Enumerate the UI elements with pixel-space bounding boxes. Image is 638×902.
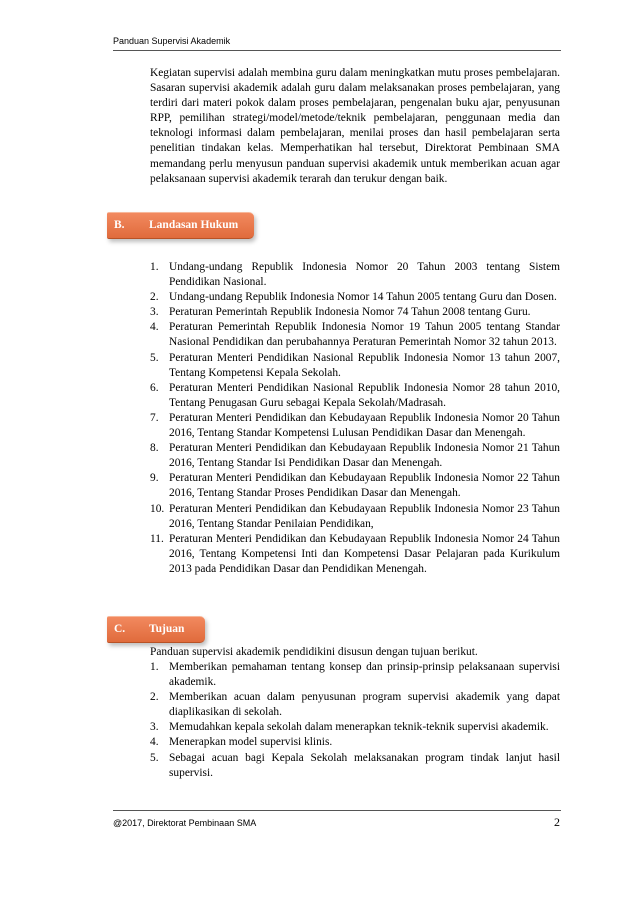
footer-divider bbox=[113, 810, 561, 811]
list-item bbox=[150, 381, 560, 411]
list-item bbox=[150, 260, 560, 290]
legal-basis-list bbox=[150, 260, 560, 577]
list-number: 3. bbox=[150, 721, 159, 734]
page-number: 2 bbox=[554, 815, 560, 829]
list-item bbox=[150, 502, 560, 532]
running-head: Panduan Supervisi Akademik bbox=[113, 36, 231, 46]
list-item bbox=[150, 690, 560, 720]
list-number: 1. bbox=[150, 661, 159, 673]
intro-paragraph: Kegiatan supervisi adalah membina guru dalam meningkatkan mutu proses pembelajaran. Sasaran supervisi akademik adalah guru dalam melaksanakan proses pembelajaran, yang terdiri dari materi pokok dalam proses pembelajaran, pengenalan buku ajar, penyusunan RPP, pemilihan strategi/model/metode/teknik pembelajaran, penggunaan media dan teknologi informasi dalam pembelajaran, menilai proses dan hasil pembelajaran serta penelitian tindakan kelas. Memperhatikan hal tersebut, Direktorat Pembinaan SMA memandang perlu menyusun panduan supervisi akademik untuk memberikan acuan agar pelaksanaan supervisi akademik terarah dan terukur dengan baik. bbox=[150, 67, 560, 185]
list-number: 9. bbox=[150, 472, 159, 485]
list-item bbox=[150, 411, 560, 441]
tujuan-intro: Panduan supervisi akademik pendidikini disusun dengan tujuan berikut. bbox=[150, 646, 478, 658]
list-text: Sebagai acuan bagi Kepala Sekolah melaksanakan program tindak lanjut hasil supervisi. bbox=[169, 751, 560, 779]
list-item bbox=[150, 471, 560, 501]
list-item bbox=[150, 351, 560, 381]
list-text: Memudahkan kepala sekolah dalam menerapkan teknik-teknik supervisi akademik. bbox=[169, 721, 549, 734]
section-title: Landasan Hukum bbox=[149, 219, 239, 231]
section-title: Tujuan bbox=[149, 623, 185, 635]
section-header-landasan-hukum bbox=[107, 212, 254, 239]
section-letter: B. bbox=[114, 219, 125, 231]
list-item bbox=[150, 532, 560, 577]
list-text: Peraturan Menteri Pendidikan dan Kebudayaan Republik Indonesia Nomor 22 Tahun 2016, Tentang Standar Proses Pendidikan Dasar dan Menengah. bbox=[169, 472, 560, 500]
list-number: 2. bbox=[150, 691, 159, 704]
list-item bbox=[150, 751, 560, 781]
list-number: 2. bbox=[150, 291, 159, 304]
list-number: 3. bbox=[150, 306, 159, 319]
list-text: Peraturan Pemerintah Republik Indonesia Nomor 19 Tahun 2005 tentang Standar Nasional Pendidikan dan perubahannya Peraturan Pemerintah Nomor 32 tahun 2013. bbox=[169, 321, 560, 349]
list-text: Peraturan Menteri Pendidikan Nasional Republik Indonesia Nomor 13 tahun 2007, Tentang Kompetensi Kepala Sekolah. bbox=[169, 351, 560, 379]
header-divider bbox=[113, 50, 561, 51]
list-text: Menerapkan model supervisi klinis. bbox=[169, 736, 333, 749]
list-number: 10. bbox=[150, 502, 165, 515]
goals-list bbox=[150, 660, 560, 781]
list-text: Peraturan Menteri Pendidikan dan Kebudayaan Republik Indonesia Nomor 20 Tahun 2016, Tentang Standar Kompetensi Lulusan Pendidikan Dasar dan Menengah. bbox=[169, 411, 560, 440]
list-item bbox=[150, 305, 560, 320]
list-item bbox=[150, 441, 560, 471]
list-text: Peraturan Menteri Pendidikan dan Kebudayaan Republik Indonesia Nomor 24 Tahun 2016, Tentang Kompetensi Inti dan Kompetensi Dasar Pelajaran pada Kurikulum 2013 pada Pendidikan Dasar dan Pendidikan Menengah. bbox=[169, 532, 560, 575]
list-number: 6. bbox=[150, 381, 159, 394]
list-item bbox=[150, 290, 560, 305]
footer-copyright: @2017, Direktorat Pembinaan SMA bbox=[113, 818, 257, 828]
list-text: Peraturan Menteri Pendidikan dan Kebudayaan Republik Indonesia Nomor 23 Tahun 2016, Tentang Standar Penilaian Pendidikan, bbox=[169, 502, 560, 530]
list-text: Peraturan Menteri Pendidikan Nasional Republik Indonesia Nomor 28 tahun 2010, Tentang Penugasan Guru sebagai Kepala Sekolah/Madrasah. bbox=[169, 381, 560, 409]
section-header-tujuan bbox=[107, 616, 205, 643]
list-number: 7. bbox=[150, 411, 159, 424]
list-number: 5. bbox=[150, 351, 159, 364]
list-number: 8. bbox=[150, 442, 159, 455]
section-letter: C. bbox=[114, 623, 126, 635]
list-text: Memberikan pemahaman tentang konsep dan prinsip-prinsip pelaksanaan supervisi akademik. bbox=[169, 661, 560, 689]
list-item bbox=[150, 320, 560, 350]
list-item bbox=[150, 720, 560, 735]
list-number: 4. bbox=[150, 736, 159, 749]
list-text: Undang-undang Republik Indonesia Nomor 20 Tahun 2003 tentang Sistem Pendidikan Nasional. bbox=[169, 261, 560, 289]
list-text: Undang-undang Republik Indonesia Nomor 14 Tahun 2005 tentang Guru dan Dosen. bbox=[169, 291, 557, 304]
list-number: 4. bbox=[150, 321, 159, 334]
list-number: 11. bbox=[150, 532, 164, 545]
list-item bbox=[150, 660, 560, 690]
list-text: Peraturan Menteri Pendidikan dan Kebudayaan Republik Indonesia Nomor 21 Tahun 2016, Tentang Standar Isi Pendidikan Dasar dan Menengah. bbox=[169, 442, 560, 470]
list-number: 1. bbox=[150, 261, 159, 273]
list-text: Peraturan Pemerintah Republik Indonesia Nomor 74 Tahun 2008 tentang Guru. bbox=[169, 306, 531, 319]
list-item bbox=[150, 735, 560, 750]
list-text: Memberikan acuan dalam penyusunan program supervisi akademik yang dapat diaplikasikan di sekolah. bbox=[169, 691, 560, 719]
list-number: 5. bbox=[150, 751, 159, 764]
